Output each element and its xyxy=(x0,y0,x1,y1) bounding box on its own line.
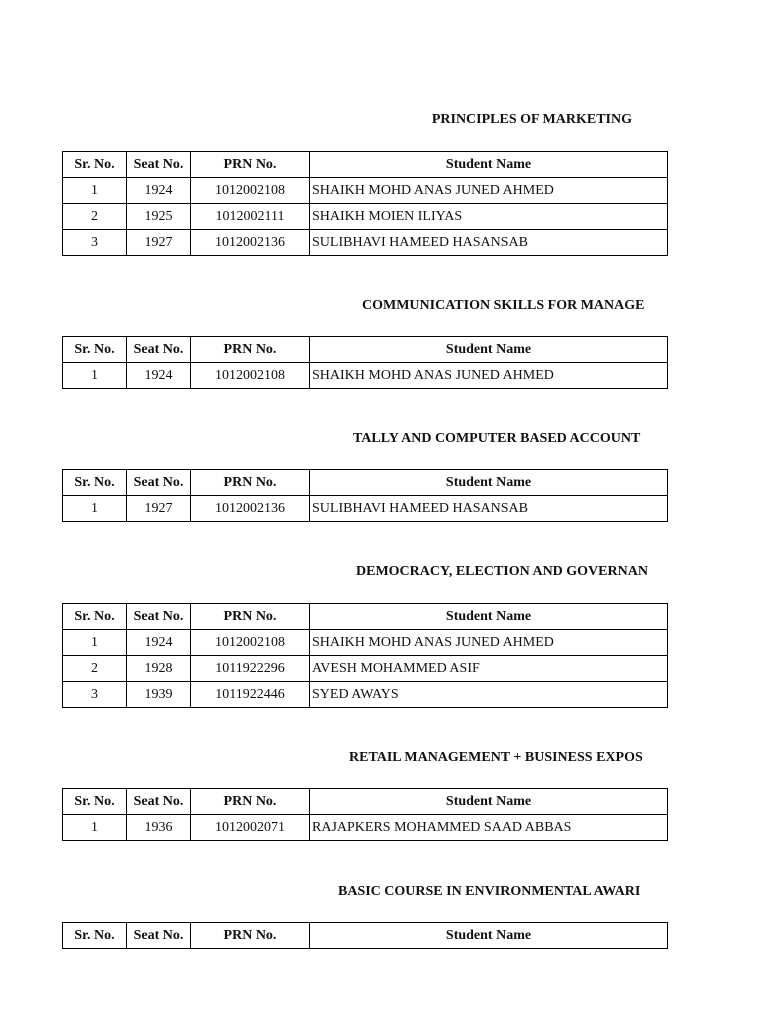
student-table xyxy=(62,336,668,389)
cell-sr-no: 1 xyxy=(63,496,127,522)
header-student-name: Student Name xyxy=(310,789,668,815)
cell-seat-no: 1924 xyxy=(127,178,191,204)
student-table xyxy=(62,788,668,841)
cell-seat-no: 1939 xyxy=(127,682,191,708)
table-row xyxy=(63,815,668,841)
header-student-name: Student Name xyxy=(310,152,668,178)
header-student-name: Student Name xyxy=(310,604,668,630)
table-header-row xyxy=(63,604,668,630)
cell-sr-no: 1 xyxy=(63,178,127,204)
table-row xyxy=(63,682,668,708)
cell-prn-no: 1011922296 xyxy=(191,656,310,682)
cell-prn-no: 1012002108 xyxy=(191,178,310,204)
section-title xyxy=(62,429,667,449)
cell-student-name: SHAIKH MOIEN ILIYAS xyxy=(310,204,668,230)
cell-seat-no: 1925 xyxy=(127,204,191,230)
cell-sr-no: 1 xyxy=(63,363,127,389)
section-title-text: DEMOCRACY, ELECTION AND GOVERNAN xyxy=(356,564,648,579)
header-sr-no: Sr. No. xyxy=(63,604,127,630)
section-title-text: TALLY AND COMPUTER BASED ACCOUNT xyxy=(353,431,641,446)
table-row xyxy=(63,178,668,204)
header-seat-no: Seat No. xyxy=(127,604,191,630)
cell-sr-no: 3 xyxy=(63,230,127,256)
section-title xyxy=(62,110,667,130)
cell-prn-no: 1012002108 xyxy=(191,630,310,656)
header-prn-no: PRN No. xyxy=(191,470,310,496)
cell-student-name: SYED AWAYS xyxy=(310,682,668,708)
cell-seat-no: 1936 xyxy=(127,815,191,841)
cell-student-name: SHAIKH MOHD ANAS JUNED AHMED xyxy=(310,363,668,389)
table-header-row xyxy=(63,337,668,363)
cell-student-name: RAJAPKERS MOHAMMED SAAD ABBAS xyxy=(310,815,668,841)
student-table xyxy=(62,922,668,949)
header-sr-no: Sr. No. xyxy=(63,337,127,363)
cell-student-name: SHAIKH MOHD ANAS JUNED AHMED xyxy=(310,178,668,204)
cell-student-name: SULIBHAVI HAMEED HASANSAB xyxy=(310,496,668,522)
cell-prn-no: 1012002136 xyxy=(191,230,310,256)
cell-prn-no: 1012002136 xyxy=(191,496,310,522)
student-table xyxy=(62,469,668,522)
table-row xyxy=(63,496,668,522)
table-header-row xyxy=(63,789,668,815)
header-student-name: Student Name xyxy=(310,923,668,949)
header-prn-no: PRN No. xyxy=(191,604,310,630)
header-seat-no: Seat No. xyxy=(127,470,191,496)
cell-student-name: SULIBHAVI HAMEED HASANSAB xyxy=(310,230,668,256)
cell-prn-no: 1012002071 xyxy=(191,815,310,841)
student-table xyxy=(62,603,668,708)
header-seat-no: Seat No. xyxy=(127,923,191,949)
table-row xyxy=(63,363,668,389)
header-student-name: Student Name xyxy=(310,470,668,496)
section-title-text: COMMUNICATION SKILLS FOR MANAGE xyxy=(362,298,645,313)
student-table xyxy=(62,151,668,256)
cell-seat-no: 1924 xyxy=(127,630,191,656)
section-title-text: BASIC COURSE IN ENVIRONMENTAL AWARI xyxy=(338,884,641,899)
header-sr-no: Sr. No. xyxy=(63,470,127,496)
cell-sr-no: 2 xyxy=(63,204,127,230)
cell-seat-no: 1927 xyxy=(127,230,191,256)
header-prn-no: PRN No. xyxy=(191,337,310,363)
cell-prn-no: 1012002111 xyxy=(191,204,310,230)
cell-sr-no: 1 xyxy=(63,630,127,656)
table-header-row xyxy=(63,152,668,178)
cell-sr-no: 1 xyxy=(63,815,127,841)
table-row xyxy=(63,230,668,256)
header-prn-no: PRN No. xyxy=(191,152,310,178)
header-seat-no: Seat No. xyxy=(127,337,191,363)
section-title xyxy=(62,562,667,582)
header-sr-no: Sr. No. xyxy=(63,789,127,815)
cell-seat-no: 1928 xyxy=(127,656,191,682)
cell-student-name: AVESH MOHAMMED ASIF xyxy=(310,656,668,682)
header-prn-no: PRN No. xyxy=(191,923,310,949)
header-prn-no: PRN No. xyxy=(191,789,310,815)
table-header-row xyxy=(63,923,668,949)
header-seat-no: Seat No. xyxy=(127,789,191,815)
cell-sr-no: 3 xyxy=(63,682,127,708)
section-title xyxy=(62,748,667,768)
cell-prn-no: 1011922446 xyxy=(191,682,310,708)
table-row xyxy=(63,656,668,682)
cell-prn-no: 1012002108 xyxy=(191,363,310,389)
section-title-text: RETAIL MANAGEMENT + BUSINESS EXPOS xyxy=(349,750,643,765)
header-sr-no: Sr. No. xyxy=(63,923,127,949)
section-title xyxy=(62,296,667,316)
table-row xyxy=(63,630,668,656)
table-header-row xyxy=(63,470,668,496)
header-sr-no: Sr. No. xyxy=(63,152,127,178)
cell-sr-no: 2 xyxy=(63,656,127,682)
section-title xyxy=(62,882,667,902)
header-student-name: Student Name xyxy=(310,337,668,363)
cell-seat-no: 1924 xyxy=(127,363,191,389)
table-row xyxy=(63,204,668,230)
cell-student-name: SHAIKH MOHD ANAS JUNED AHMED xyxy=(310,630,668,656)
cell-seat-no: 1927 xyxy=(127,496,191,522)
header-seat-no: Seat No. xyxy=(127,152,191,178)
section-title-text: PRINCIPLES OF MARKETING xyxy=(431,112,632,127)
